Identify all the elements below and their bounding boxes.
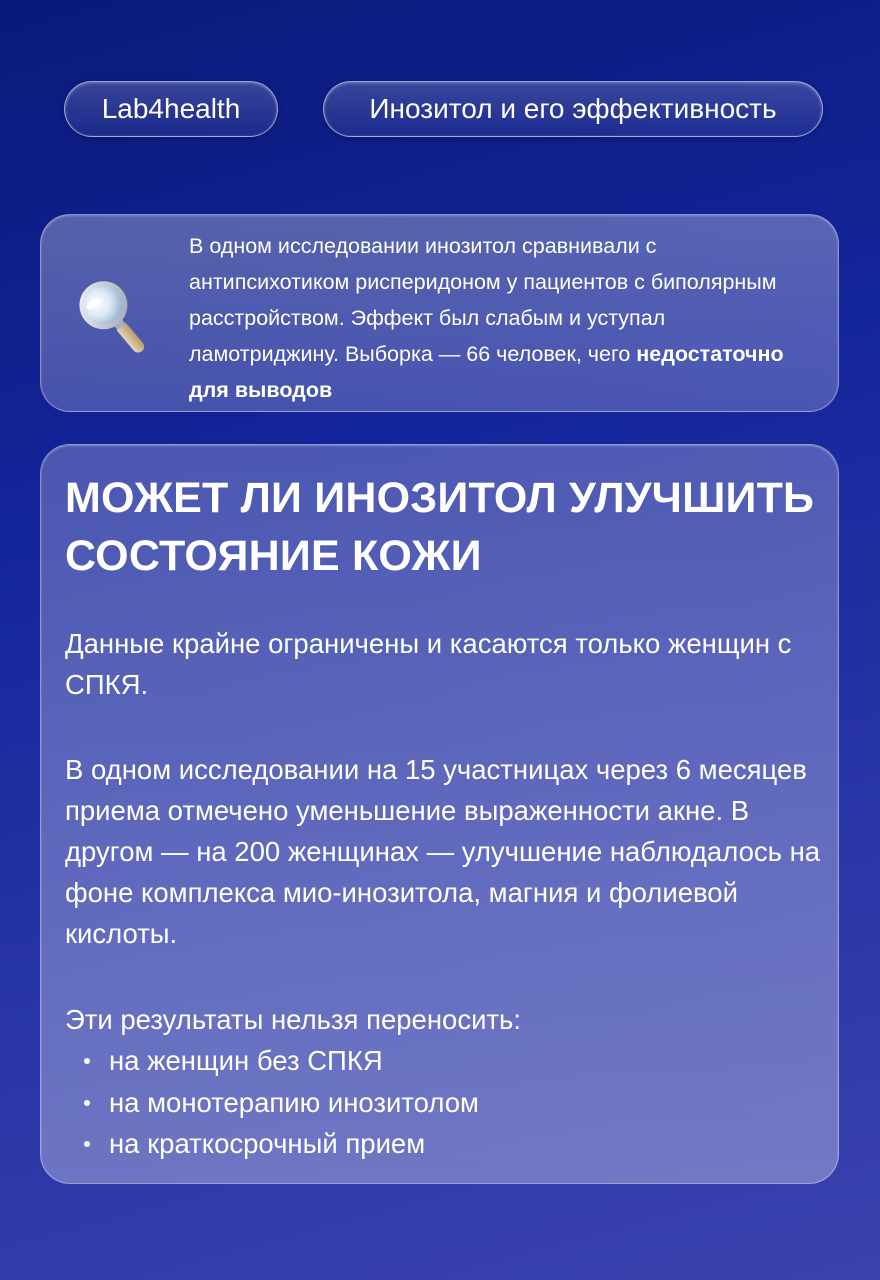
main-card [40,444,839,1184]
list-item [65,1123,805,1165]
bullet-dot-icon [84,1141,90,1147]
paragraph-2: В одном исследовании на 15 участницах через 6 месяцев приема отмечено уменьшение выраженности акне. В другом — на 200 женщинах — улучшение наблюдалось на фоне комплекса мио-инозитола, магния и фолиевой кислоты. [65,754,821,949]
bullet-dot-icon [84,1100,90,1106]
list-intro: Эти результаты нельзя переносить: [65,1004,522,1035]
list-item-label: на женщин без СПКЯ [109,1045,383,1076]
bullet-dot-icon [84,1058,90,1064]
note-bold: недостаточно для выводов [189,342,784,402]
note-text [189,228,819,408]
topic-label: Инозитол и его эффективность [369,93,777,124]
bullet-list [65,1040,805,1165]
note-body: В одном исследовании инозитол сравнивали с антипсихотиком рисперидоном у пациентов с биполярным расстройством. Эффект был слабым и уступал ламотриджину. Выборка — 66 человек, чего [189,234,777,366]
brand-label: Lab4health [101,93,241,124]
topic-pill [323,81,823,137]
list-item [65,1082,805,1124]
section-title: МОЖЕТ ЛИ ИНОЗИТОЛ УЛУЧШИТЬ СОСТОЯНИЕ КОЖИ [65,474,815,580]
paragraph-1: Данные крайне ограничены и касаются только женщин с СПКЯ. [65,628,792,700]
note-card [40,214,839,412]
list-item-label: на краткосрочный прием [109,1128,426,1159]
magnifying-glass-icon [75,273,155,365]
list-item-label: на монотерапию инозитолом [109,1086,479,1118]
list-item [65,1040,805,1082]
brand-pill [64,81,278,137]
